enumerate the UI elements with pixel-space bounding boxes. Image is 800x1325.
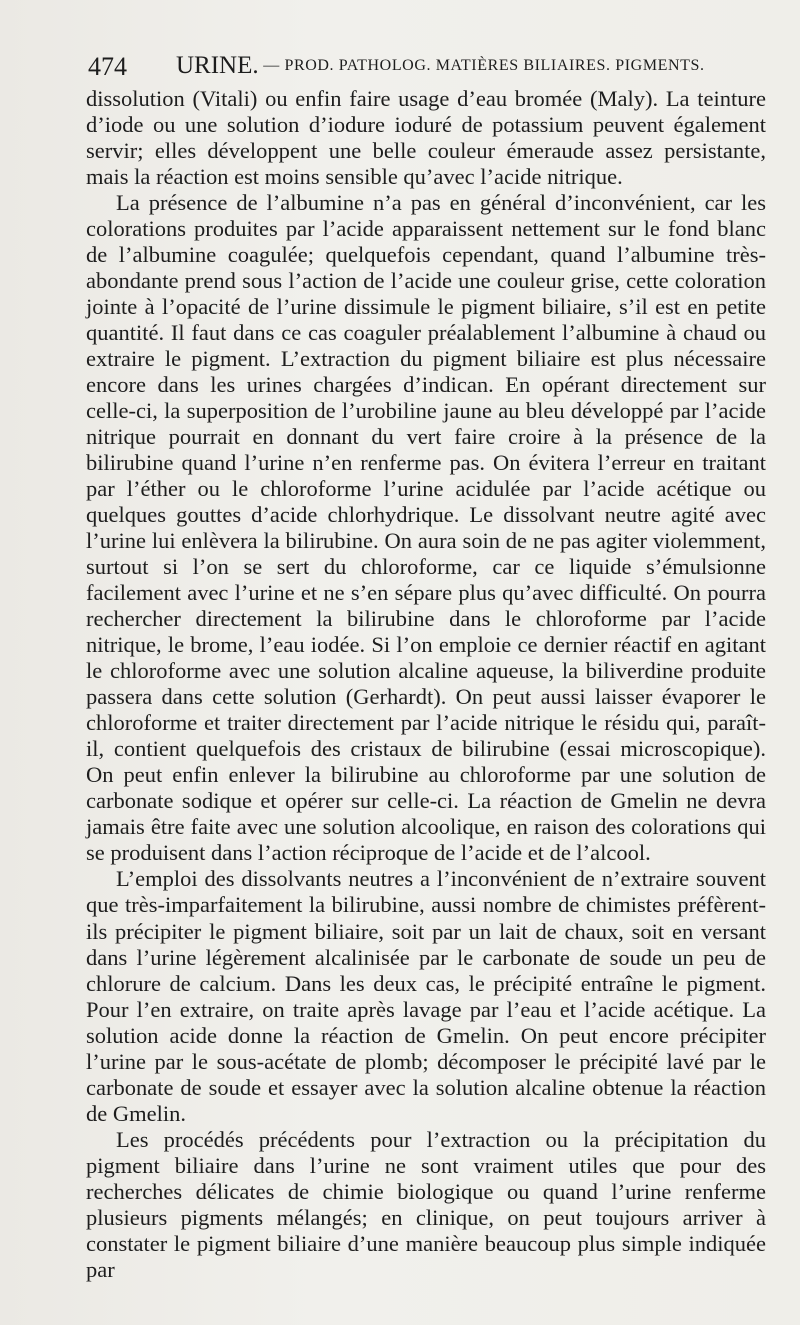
running-title-rest: — PROD. PATHOLOG. MATIÈRES BILIAIRES. PIGMENTS. (258, 57, 705, 74)
running-title (176, 52, 705, 80)
running-title-main: URINE. (176, 52, 259, 79)
page-number: 474 (88, 52, 127, 81)
paragraph: La présence de l’albumine n’a pas en général d’inconvénient, car les colorations produites par l’acide apparaissent nettement sur le fond blanc de l’albumine coagulée; quelquefois cependant, quand l’albumine très-abondante prend sous l’action de l’acide une couleur grise, cette coloration jointe à l’opacité de l’urine dissimule le pigment biliaire, s’il est en petite quantité. Il faut dans ce cas coaguler préalablement l’albumine à chaud ou extraire le pigment. L’extraction du pigment biliaire est plus nécessaire encore dans les urines chargées d’indican. En opérant directement sur celle-ci, la superposition de l’urobiline jaune au bleu développé par l’acide nitrique pourrait en donnant du vert faire croire à la présence de la bilirubine quand l’urine n’en renferme pas. On évitera l’erreur en traitant par l’éther ou le chloroforme l’urine acidulée par l’acide acétique ou quelques gouttes d’acide chlorhydrique. Le dissolvant neutre agité avec l’urine lui enlèvera la bilirubine. On aura soin de ne pas agiter violemment, surtout si l’on se sert du chloroforme, car ce liquide s’émulsionne facilement avec l’urine et ne s’en sépare plus qu’avec difficulté. On pourra rechercher directement la bilirubine dans le chloroforme par l’acide nitrique, le brome, l’eau iodée. Si l’on emploie ce dernier réactif en agitant le chloroforme avec une solution alcaline aqueuse, la biliverdine produite passera dans cette solution (Gerhardt). On peut aussi laisser évaporer le chloroforme et traiter directement par l’acide nitrique le résidu qui, paraît-il, contient quelquefois des cristaux de bilirubine (essai microscopique). On peut enfin enlever la bilirubine au chloroforme par une solution de carbonate sodique et opérer sur celle-ci. La réaction de Gmelin ne devra jamais être faite avec une solution alcoolique, en raison des colorations qui se produisent dans l’action réciproque de l’acide et de l’alcool. (86, 190, 766, 866)
body-text (86, 86, 766, 1283)
paragraph: L’emploi des dissolvants neutres a l’inconvénient de n’extraire souvent que très-imparfaitement la bilirubine, aussi nombre de chimistes préfèrent-ils précipiter le pigment biliaire, soit par un lait de chaux, soit en versant dans l’urine légèrement alcalinisée par le carbonate de soude un peu de chlorure de calcium. Dans les deux cas, le précipité entraîne le pigment. Pour l’en extraire, on traite après lavage par l’eau et l’acide acétique. La solution acide donne la réaction de Gmelin. On peut encore précipiter l’urine par le sous-acétate de plomb; décomposer le précipité lavé par le carbonate de soude et essayer avec la solution alcaline obtenue la réaction de Gmelin. (86, 866, 766, 1126)
paragraph: Les procédés précédents pour l’extraction ou la précipitation du pigment biliaire dans l’urine ne sont vraiment utiles que pour des recherches délicates de chimie biologique ou quand l’urine renferme plusieurs pigments mélangés; en clinique, on peut toujours arriver à constater le pigment biliaire d’une manière beaucoup plus simple indiquée par (86, 1126, 766, 1282)
paragraph: dissolution (Vitali) ou enfin faire usage d’eau bromée (Maly). La teinture d’iode ou une solution d’iodure ioduré de potassium peuvent également servir; elles développent une belle couleur émeraude assez persistante, mais la réaction est moins sensible qu’avec l’acide nitrique. (86, 86, 766, 190)
